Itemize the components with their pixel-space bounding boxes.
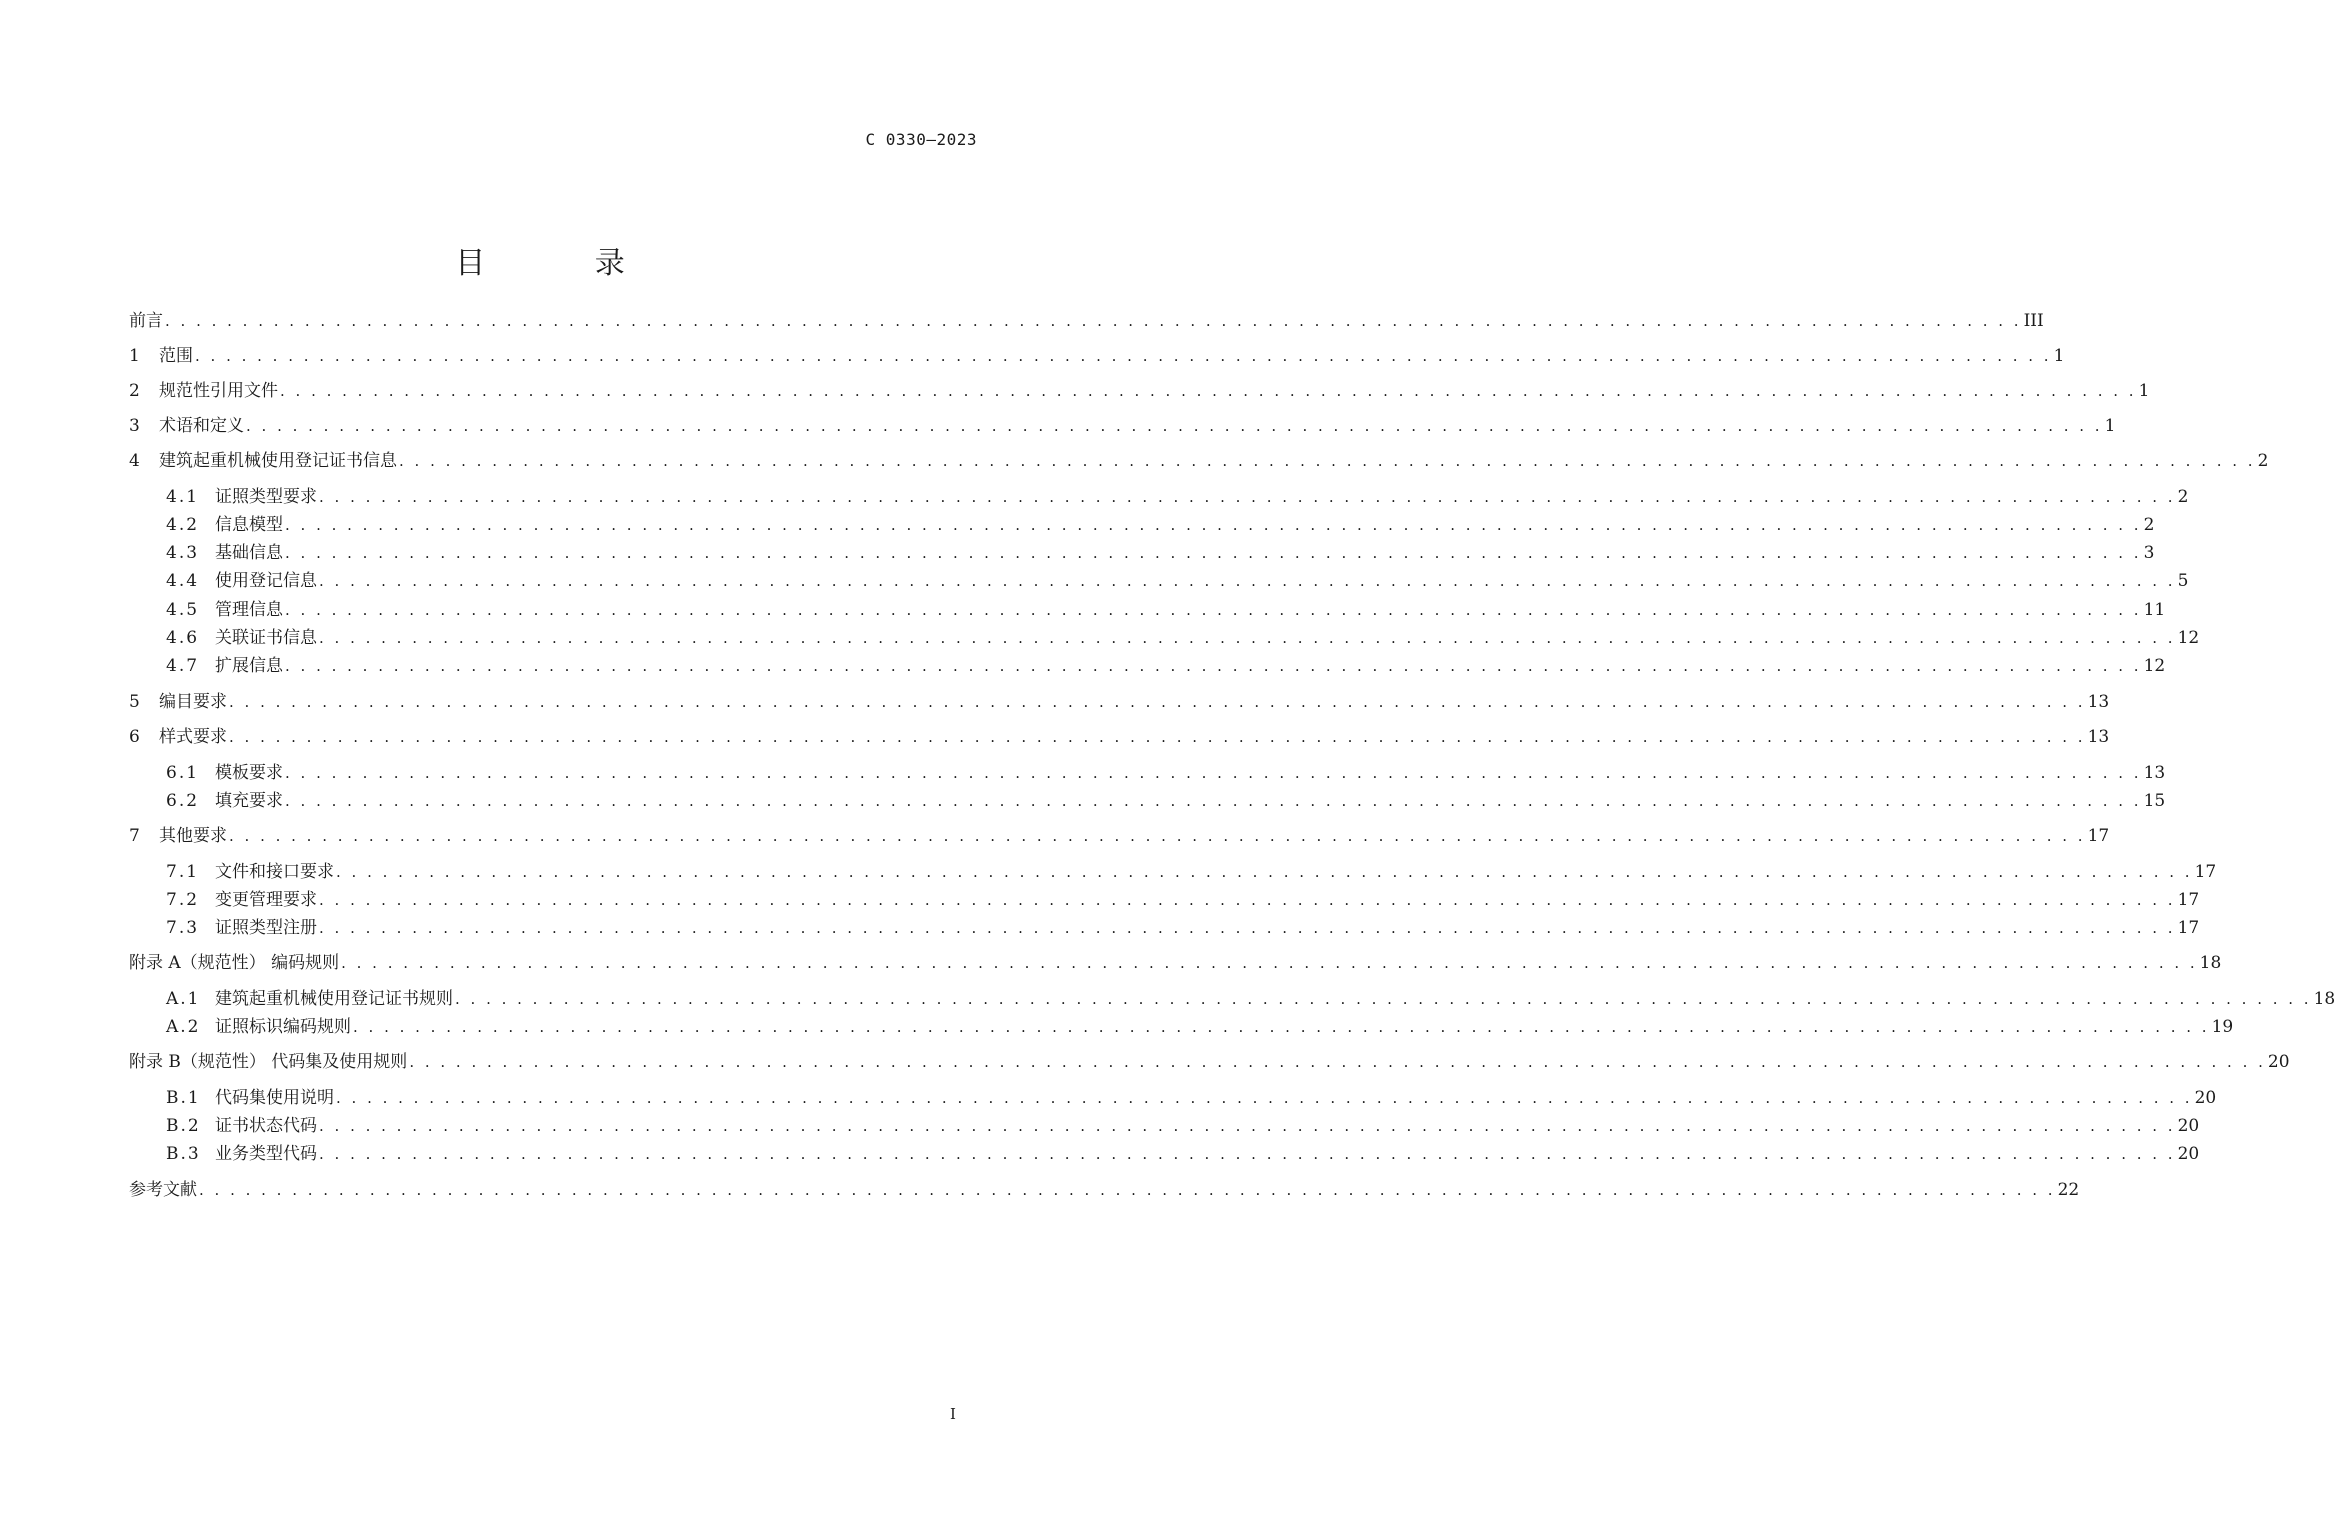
page-number: I <box>950 1405 956 1423</box>
toc-entry-label: 基础信息 <box>215 543 283 563</box>
toc-entry-number: 6.2 <box>166 791 200 811</box>
toc-entry[interactable] <box>166 541 2155 565</box>
toc-leader-dots: . . . . . . . . . . . . . . . . . . . . . . . . . . . . . . . . . . . . . . . . . . . . . . . . . . . . . . . . . . . . . . . . . . . . . . . . . . . . . . . . . . . . . . . . . . . . . . . . . . . . . . . . . . . . . . . . . . . . . . . . <box>319 891 2176 909</box>
toc-entry-page: 20 <box>2177 1116 2200 1136</box>
toc-entry-label: 证照类型注册 <box>215 918 317 938</box>
toc-leader-dots: . . . . . . . . . . . . . . . . . . . . . . . . . . . . . . . . . . . . . . . . . . . . . . . . . . . . . . . . . . . . . . . . . . . . . . . . . . . . . . . . . . . . . . . . . . . . . . . . . . . . . . . . . . . . . . . . . . . . . . . . <box>285 544 2142 562</box>
toc-entry-number: 4.1 <box>166 487 200 507</box>
toc-entry-label: 填充要求 <box>215 791 283 811</box>
toc-entry[interactable] <box>166 485 2189 509</box>
toc-entry-number: 5 <box>129 692 140 712</box>
toc-entry-label: 关联证书信息 <box>215 628 317 648</box>
toc-entry-number: 6 <box>129 727 140 747</box>
toc-entry-label: 参考文献 <box>129 1180 197 1200</box>
toc-entry[interactable] <box>166 761 2166 785</box>
toc-leader-dots: . . . . . . . . . . . . . . . . . . . . . . . . . . . . . . . . . . . . . . . . . . . . . . . . . . . . . . . . . . . . . . . . . . . . . . . . . . . . . . . . . . . . . . . . . . . . . . . . . . . . . . . . . . . . . . . . . . . . . . . . <box>229 728 2086 746</box>
document-code: C 0330—2023 <box>865 130 977 149</box>
toc-entry[interactable] <box>129 449 2269 473</box>
toc-entry[interactable] <box>129 690 2110 714</box>
toc-entry[interactable] <box>166 789 2166 813</box>
toc-entry-label: 使用登记信息 <box>215 571 317 591</box>
toc-entry[interactable] <box>129 725 2110 749</box>
toc-entry[interactable] <box>129 1178 2080 1202</box>
toc-entry[interactable] <box>129 951 2222 975</box>
toc-entry-label: 扩展信息 <box>215 656 283 676</box>
toc-entry-label: 管理信息 <box>215 600 283 620</box>
toc-entry-number: A.1 <box>166 989 201 1009</box>
toc-entry[interactable] <box>166 1086 2217 1110</box>
toc-entry-page: 12 <box>2143 656 2166 676</box>
toc-entry-label: 编目要求 <box>159 692 227 712</box>
toc-entry[interactable] <box>166 569 2189 593</box>
toc-entry[interactable] <box>166 626 2200 650</box>
toc-entry[interactable] <box>129 414 2116 438</box>
toc-entry-number: 7.2 <box>166 890 200 910</box>
toc-entry-number: 7.3 <box>166 918 200 938</box>
toc-entry-page: 20 <box>2267 1052 2290 1072</box>
toc-entry-label: 证照标识编码规则 <box>215 1017 351 1037</box>
toc-leader-dots: . . . . . . . . . . . . . . . . . . . . . . . . . . . . . . . . . . . . . . . . . . . . . . . . . . . . . . . . . . . . . . . . . . . . . . . . . . . . . . . . . . . . . . . . . . . . . . . . . . . . . . . . . . . . . . . . . . . . . . . . <box>199 1181 2056 1199</box>
toc-entry-number: B.3 <box>166 1144 201 1164</box>
toc-entry-page: 3 <box>2143 543 2155 563</box>
toc-entry-page: 13 <box>2087 727 2110 747</box>
toc-entry-page: 15 <box>2143 791 2166 811</box>
toc-entry-page: 13 <box>2087 692 2110 712</box>
toc-entry-number: 4.7 <box>166 656 200 676</box>
toc-leader-dots: . . . . . . . . . . . . . . . . . . . . . . . . . . . . . . . . . . . . . . . . . . . . . . . . . . . . . . . . . . . . . . . . . . . . . . . . . . . . . . . . . . . . . . . . . . . . . . . . . . . . . . . . . . . . . . . . . . . . . . . . <box>319 572 2176 590</box>
toc-leader-dots: . . . . . . . . . . . . . . . . . . . . . . . . . . . . . . . . . . . . . . . . . . . . . . . . . . . . . . . . . . . . . . . . . . . . . . . . . . . . . . . . . . . . . . . . . . . . . . . . . . . . . . . . . . . . . . . . . . . . . . . . <box>319 1145 2176 1163</box>
toc-entry-number: B.2 <box>166 1116 201 1136</box>
toc-entry-page: 1 <box>2138 381 2150 401</box>
toc-entry-page: 5 <box>2177 571 2189 591</box>
toc-leader-dots: . . . . . . . . . . . . . . . . . . . . . . . . . . . . . . . . . . . . . . . . . . . . . . . . . . . . . . . . . . . . . . . . . . . . . . . . . . . . . . . . . . . . . . . . . . . . . . . . . . . . . . . . . . . . . . . . . . . . . . . . <box>336 1089 2193 1107</box>
toc-entry-page: 13 <box>2143 763 2166 783</box>
toc-title: 目 录 <box>455 246 675 281</box>
toc-leader-dots: . . . . . . . . . . . . . . . . . . . . . . . . . . . . . . . . . . . . . . . . . . . . . . . . . . . . . . . . . . . . . . . . . . . . . . . . . . . . . . . . . . . . . . . . . . . . . . . . . . . . . . . . . . . . . . . . . . . . . . . . <box>229 827 2086 845</box>
toc-entry[interactable] <box>129 824 2110 848</box>
toc-entry-page: 2 <box>2257 451 2269 471</box>
toc-entry-label: 附录 B（规范性） 代码集及使用规则 <box>129 1052 408 1072</box>
toc-entry-label: 范围 <box>159 346 193 366</box>
toc-entry-page: 20 <box>2177 1144 2200 1164</box>
toc-entry[interactable] <box>129 344 2065 368</box>
toc-leader-dots: . . . . . . . . . . . . . . . . . . . . . . . . . . . . . . . . . . . . . . . . . . . . . . . . . . . . . . . . . . . . . . . . . . . . . . . . . . . . . . . . . . . . . . . . . . . . . . . . . . . . . . . . . . . . . . . . . . . . . . . . <box>285 792 2142 810</box>
toc-entry-label: 变更管理要求 <box>215 890 317 910</box>
toc-leader-dots: . . . . . . . . . . . . . . . . . . . . . . . . . . . . . . . . . . . . . . . . . . . . . . . . . . . . . . . . . . . . . . . . . . . . . . . . . . . . . . . . . . . . . . . . . . . . . . . . . . . . . . . . . . . . . . . . . . . . . . . . <box>319 919 2176 937</box>
toc-entry-number: A.2 <box>166 1017 201 1037</box>
toc-entry[interactable] <box>129 1050 2290 1074</box>
toc-entry-label: 附录 A（规范性） 编码规则 <box>129 953 340 973</box>
toc-entry-label: 样式要求 <box>159 727 227 747</box>
toc-entry-page: 2 <box>2143 515 2155 535</box>
toc-entry-label: 业务类型代码 <box>215 1144 317 1164</box>
toc-entry-label: 代码集使用说明 <box>215 1088 334 1108</box>
toc-entry-label: 规范性引用文件 <box>159 381 278 401</box>
toc-entry-page: 22 <box>2057 1180 2080 1200</box>
toc-entry[interactable] <box>166 987 2335 1011</box>
toc-entry-number: 1 <box>129 346 140 366</box>
toc-entry[interactable] <box>166 1015 2234 1039</box>
toc-leader-dots: . . . . . . . . . . . . . . . . . . . . . . . . . . . . . . . . . . . . . . . . . . . . . . . . . . . . . . . . . . . . . . . . . . . . . . . . . . . . . . . . . . . . . . . . . . . . . . . . . . . . . . . . . . . . . . . . . . . . . . . . <box>341 954 2198 972</box>
toc-leader-dots: . . . . . . . . . . . . . . . . . . . . . . . . . . . . . . . . . . . . . . . . . . . . . . . . . . . . . . . . . . . . . . . . . . . . . . . . . . . . . . . . . . . . . . . . . . . . . . . . . . . . . . . . . . . . . . . . . . . . . . . . <box>455 990 2312 1008</box>
toc-entry-label: 其他要求 <box>159 826 227 846</box>
toc-leader-dots: . . . . . . . . . . . . . . . . . . . . . . . . . . . . . . . . . . . . . . . . . . . . . . . . . . . . . . . . . . . . . . . . . . . . . . . . . . . . . . . . . . . . . . . . . . . . . . . . . . . . . . . . . . . . . . . . . . . . . . . . <box>285 657 2142 675</box>
toc-entry-number: 4.2 <box>166 515 200 535</box>
toc-entry-number: 4 <box>129 451 140 471</box>
toc-entry-page: 17 <box>2177 890 2200 910</box>
toc-leader-dots: . . . . . . . . . . . . . . . . . . . . . . . . . . . . . . . . . . . . . . . . . . . . . . . . . . . . . . . . . . . . . . . . . . . . . . . . . . . . . . . . . . . . . . . . . . . . . . . . . . . . . . . . . . . . . . . . . . . . . . . . <box>319 488 2176 506</box>
toc-leader-dots: . . . . . . . . . . . . . . . . . . . . . . . . . . . . . . . . . . . . . . . . . . . . . . . . . . . . . . . . . . . . . . . . . . . . . . . . . . . . . . . . . . . . . . . . . . . . . . . . . . . . . . . . . . . . . . . . . . . . . . . . <box>409 1053 2266 1071</box>
toc-leader-dots: . . . . . . . . . . . . . . . . . . . . . . . . . . . . . . . . . . . . . . . . . . . . . . . . . . . . . . . . . . . . . . . . . . . . . . . . . . . . . . . . . . . . . . . . . . . . . . . . . . . . . . . . . . . . . . . . . . . . . . . . <box>195 347 2052 365</box>
toc-entry-page: 17 <box>2087 826 2110 846</box>
toc-entry-number: 4.5 <box>166 600 200 620</box>
toc-leader-dots: . . . . . . . . . . . . . . . . . . . . . . . . . . . . . . . . . . . . . . . . . . . . . . . . . . . . . . . . . . . . . . . . . . . . . . . . . . . . . . . . . . . . . . . . . . . . . . . . . . . . . . . . . . . . . . . . . . . . . . . . <box>229 693 2086 711</box>
toc-entry[interactable] <box>166 598 2166 622</box>
toc-leader-dots: . . . . . . . . . . . . . . . . . . . . . . . . . . . . . . . . . . . . . . . . . . . . . . . . . . . . . . . . . . . . . . . . . . . . . . . . . . . . . . . . . . . . . . . . . . . . . . . . . . . . . . . . . . . . . . . . . . . . . . . . <box>336 863 2193 881</box>
toc-entry[interactable] <box>166 888 2200 912</box>
toc-entry[interactable] <box>166 513 2155 537</box>
toc-leader-dots: . . . . . . . . . . . . . . . . . . . . . . . . . . . . . . . . . . . . . . . . . . . . . . . . . . . . . . . . . . . . . . . . . . . . . . . . . . . . . . . . . . . . . . . . . . . . . . . . . . . . . . . . . . . . . . . . . . . . . . . . <box>246 417 2103 435</box>
toc-entry-page: 17 <box>2177 918 2200 938</box>
toc-leader-dots: . . . . . . . . . . . . . . . . . . . . . . . . . . . . . . . . . . . . . . . . . . . . . . . . . . . . . . . . . . . . . . . . . . . . . . . . . . . . . . . . . . . . . . . . . . . . . . . . . . . . . . . . . . . . . . . . . . . . . . . . <box>399 452 2256 470</box>
toc-leader-dots: . . . . . . . . . . . . . . . . . . . . . . . . . . . . . . . . . . . . . . . . . . . . . . . . . . . . . . . . . . . . . . . . . . . . . . . . . . . . . . . . . . . . . . . . . . . . . . . . . . . . . . . . . . . . . . . . . . . . . . . . <box>353 1018 2210 1036</box>
toc-entry-label: 前言 <box>129 311 163 331</box>
toc-entry-number: 2 <box>129 381 140 401</box>
toc-entry-label: 文件和接口要求 <box>215 862 334 882</box>
toc-leader-dots: . . . . . . . . . . . . . . . . . . . . . . . . . . . . . . . . . . . . . . . . . . . . . . . . . . . . . . . . . . . . . . . . . . . . . . . . . . . . . . . . . . . . . . . . . . . . . . . . . . . . . . . . . . . . . . . . . . . . . . . . <box>280 382 2137 400</box>
toc-entry-label: 证书状态代码 <box>215 1116 317 1136</box>
toc-entry[interactable] <box>166 860 2217 884</box>
toc-entry-page: 2 <box>2177 487 2189 507</box>
toc-entry-number: 6.1 <box>166 763 200 783</box>
toc-entry-label: 建筑起重机械使用登记证书规则 <box>215 989 453 1009</box>
toc-entry-number: 7.1 <box>166 862 200 882</box>
toc-entry-page: 17 <box>2194 862 2217 882</box>
toc-entry-page: 12 <box>2177 628 2200 648</box>
toc-entry[interactable] <box>166 916 2200 940</box>
toc-entry-number: 4.3 <box>166 543 200 563</box>
toc-entry-number: 4.6 <box>166 628 200 648</box>
toc-entry-number: 7 <box>129 826 140 846</box>
toc-leader-dots: . . . . . . . . . . . . . . . . . . . . . . . . . . . . . . . . . . . . . . . . . . . . . . . . . . . . . . . . . . . . . . . . . . . . . . . . . . . . . . . . . . . . . . . . . . . . . . . . . . . . . . . . . . . . . . . . . . . . . . . . <box>285 516 2142 534</box>
toc-leader-dots: . . . . . . . . . . . . . . . . . . . . . . . . . . . . . . . . . . . . . . . . . . . . . . . . . . . . . . . . . . . . . . . . . . . . . . . . . . . . . . . . . . . . . . . . . . . . . . . . . . . . . . . . . . . . . . . . . . . . . . . . <box>319 1117 2176 1135</box>
toc-entry-page: 11 <box>2143 600 2166 620</box>
toc-leader-dots: . . . . . . . . . . . . . . . . . . . . . . . . . . . . . . . . . . . . . . . . . . . . . . . . . . . . . . . . . . . . . . . . . . . . . . . . . . . . . . . . . . . . . . . . . . . . . . . . . . . . . . . . . . . . . . . . . . . . . . . . <box>165 312 2022 330</box>
toc-entry-page: III <box>2023 311 2044 331</box>
toc-entry-label: 模板要求 <box>215 763 283 783</box>
toc-leader-dots: . . . . . . . . . . . . . . . . . . . . . . . . . . . . . . . . . . . . . . . . . . . . . . . . . . . . . . . . . . . . . . . . . . . . . . . . . . . . . . . . . . . . . . . . . . . . . . . . . . . . . . . . . . . . . . . . . . . . . . . . <box>285 764 2142 782</box>
toc-entry[interactable] <box>166 1114 2200 1138</box>
toc-entry-label: 信息模型 <box>215 515 283 535</box>
toc-entry-number: 4.4 <box>166 571 200 591</box>
toc-entry-label: 术语和定义 <box>159 416 244 436</box>
toc-leader-dots: . . . . . . . . . . . . . . . . . . . . . . . . . . . . . . . . . . . . . . . . . . . . . . . . . . . . . . . . . . . . . . . . . . . . . . . . . . . . . . . . . . . . . . . . . . . . . . . . . . . . . . . . . . . . . . . . . . . . . . . . <box>319 629 2176 647</box>
toc-entry-page: 20 <box>2194 1088 2217 1108</box>
toc-entry-page: 18 <box>2199 953 2222 973</box>
toc-entry-number: 3 <box>129 416 140 436</box>
toc-entry[interactable] <box>129 309 2044 333</box>
toc-entry-page: 1 <box>2104 416 2116 436</box>
toc-leader-dots: . . . . . . . . . . . . . . . . . . . . . . . . . . . . . . . . . . . . . . . . . . . . . . . . . . . . . . . . . . . . . . . . . . . . . . . . . . . . . . . . . . . . . . . . . . . . . . . . . . . . . . . . . . . . . . . . . . . . . . . . <box>285 601 2142 619</box>
toc-entry[interactable] <box>166 1142 2200 1166</box>
toc-entry-label: 建筑起重机械使用登记证书信息 <box>159 451 397 471</box>
toc-entry[interactable] <box>166 654 2166 678</box>
toc-entry-page: 1 <box>2053 346 2065 366</box>
toc-entry[interactable] <box>129 379 2150 403</box>
toc-entry-number: B.1 <box>166 1088 201 1108</box>
toc-entry-page: 19 <box>2211 1017 2234 1037</box>
toc-entry-label: 证照类型要求 <box>215 487 317 507</box>
toc-entry-page: 18 <box>2313 989 2335 1009</box>
